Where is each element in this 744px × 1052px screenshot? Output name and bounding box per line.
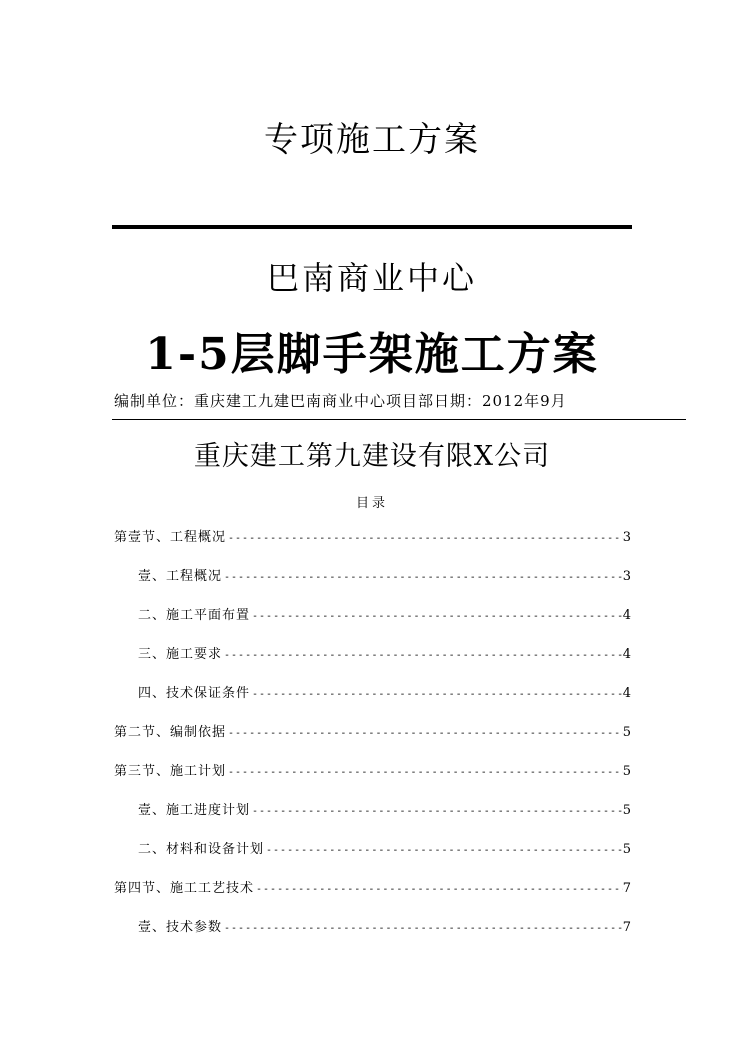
toc-entry-page: 4 [622, 647, 631, 662]
toc-entry-page: 7 [622, 881, 631, 896]
toc-leader-dots [250, 686, 623, 704]
toc-leader-dots [222, 647, 623, 665]
toc-leader-dots [250, 608, 623, 626]
header-divider [112, 419, 686, 420]
toc-entry-page: 5 [622, 764, 631, 779]
toc-leader-dots [226, 530, 623, 548]
toc-entry[interactable] [138, 685, 631, 703]
toc-heading: 目录 [355, 496, 388, 511]
toc-entry[interactable] [138, 607, 631, 625]
toc-entry[interactable] [138, 919, 631, 937]
toc-entry-label: 第壹节、工程概况 [114, 530, 227, 545]
toc-entry[interactable] [114, 763, 631, 781]
toc-entry-label: 第四节、施工工艺技术 [114, 881, 255, 896]
toc-entry-page: 5 [622, 842, 631, 857]
toc-entry-label: 第二节、编制依据 [114, 725, 227, 740]
toc-entry-label: 二、施工平面布置 [138, 608, 251, 623]
toc-leader-dots [264, 842, 623, 860]
toc-entry-label: 四、技术保证条件 [138, 686, 251, 701]
toc-entry[interactable] [114, 724, 631, 742]
toc-entry[interactable] [138, 646, 631, 664]
toc-entry-label: 三、施工要求 [138, 647, 223, 662]
toc-leader-dots [222, 569, 623, 587]
toc-entry-label: 二、材料和设备计划 [138, 842, 265, 857]
toc-entry[interactable] [114, 880, 631, 898]
toc-entry-page: 5 [622, 725, 631, 740]
compile-info: 编制单位：重庆建工九建巴南商业中心项目部日期：2012年9月 [114, 392, 567, 410]
toc-entry-page: 5 [622, 803, 631, 818]
toc-entry-label: 壹、技术参数 [138, 920, 223, 935]
company-name: 重庆建工第九建设有限X公司 [193, 441, 551, 472]
toc-leader-dots [222, 920, 623, 938]
toc-entry[interactable] [138, 841, 631, 859]
toc-entry[interactable] [114, 529, 631, 547]
toc-entry-page: 7 [622, 920, 631, 935]
toc-entry[interactable] [138, 568, 631, 586]
toc-entry[interactable] [138, 802, 631, 820]
toc-leader-dots [226, 764, 623, 782]
toc-leader-dots [226, 725, 623, 743]
project-name: 巴南商业中心 [266, 259, 477, 297]
toc-entry-page: 3 [622, 530, 631, 545]
toc-entry-page: 4 [622, 608, 631, 623]
toc-entry-page: 4 [622, 686, 631, 701]
title-divider [112, 225, 632, 229]
toc-entry-page: 3 [622, 569, 631, 584]
toc-leader-dots [254, 881, 623, 899]
toc-entry-label: 壹、施工进度计划 [138, 803, 251, 818]
plan-title: 1-5层脚手架施工方案 [145, 329, 599, 380]
toc-entry-label: 壹、工程概况 [138, 569, 223, 584]
document-type-title: 专项施工方案 [264, 120, 480, 160]
toc-entry-label: 第三节、施工计划 [114, 764, 227, 779]
toc-leader-dots [250, 803, 623, 821]
